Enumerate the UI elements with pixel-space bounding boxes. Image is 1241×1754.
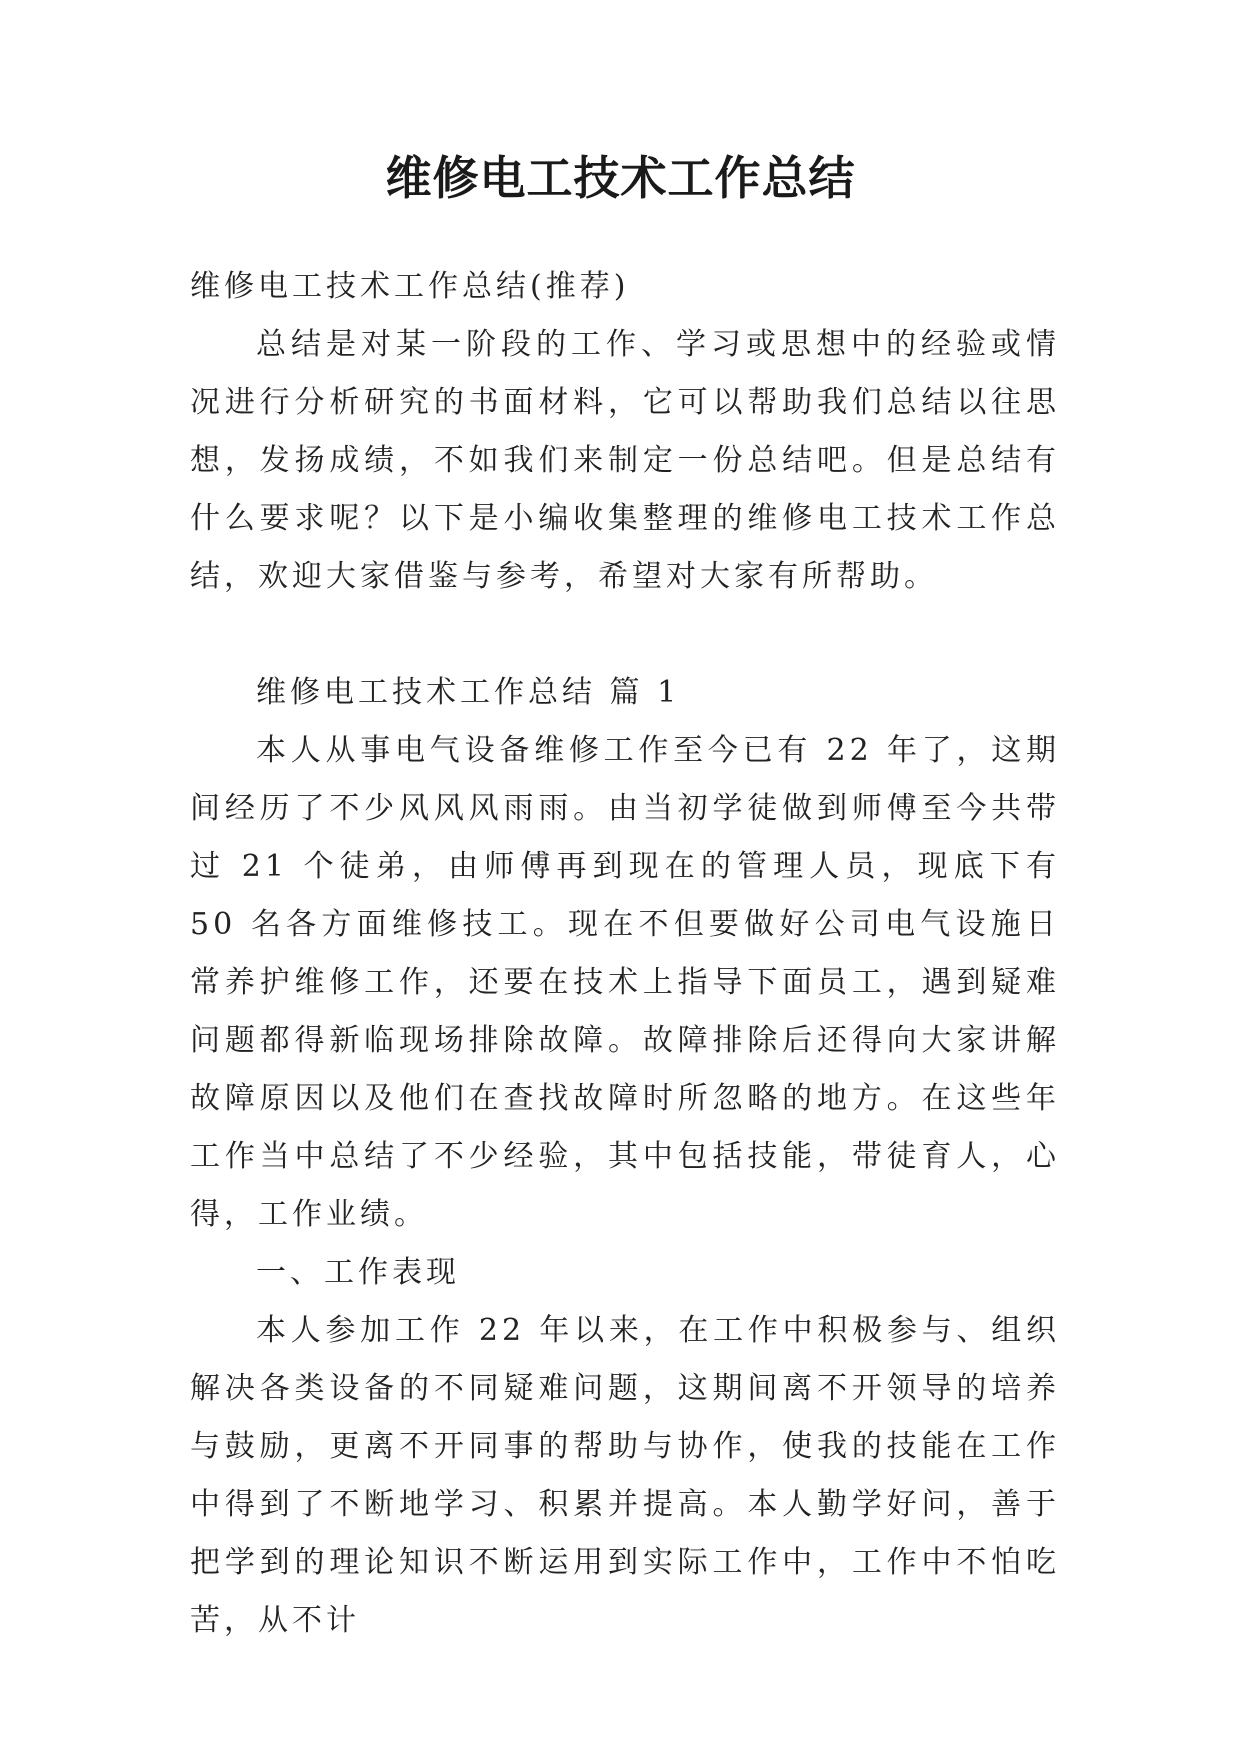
heading-work-performance: 一、工作表现 bbox=[256, 1255, 460, 1290]
document-title: 维修电工技术工作总结 bbox=[385, 151, 856, 205]
paragraph-spacer bbox=[190, 606, 1060, 664]
intro-paragraph: 总结是对某一阶段的工作、学习或思想中的经验或情况进行分析研究的书面材料，它可以帮助我们总结以往思想，发扬成绩，不如我们来制定一份总结吧。但是总结有什么要求呢？以下是小编收集整理的维修电工技术工作总结，欢迎大家借鉴与参考，希望对大家有所帮助。 bbox=[190, 327, 1060, 594]
document-subtitle: 维修电工技术工作总结(推荐) bbox=[190, 269, 630, 304]
document-body bbox=[190, 258, 1060, 1650]
body-paragraph-1: 本人从事电气设备维修工作至今已有 22 年了，这期间经历了不少风风风雨雨。由当初学徒做到师傅至今共带过 21 个徒弟，由师傅再到现在的管理人员，现底下有 50 名各方面维修技工。现在不但要做好公司电气设施日常养护维修工作，还要在技术上指导下面员工，遇到疑难问题都得新临现场排除故障。故障排除后还得向大家讲解故障原因以及他们在查找故障时所忽略的地方。在这些年工作当中总结了不少经验，其中包括技能，带徒育人，心得，工作业绩。 bbox=[190, 733, 1060, 1232]
body-paragraph-2: 本人参加工作 22 年以来，在工作中积极参与、组织解决各类设备的不同疑难问题，这期间离不开领导的培养与鼓励，更离不开同事的帮助与协作，使我的技能在工作中得到了不断地学习、积累并提高。本人勤学好问，善于把学到的理论知识不断运用到实际工作中，工作中不怕吃苦，从不计 bbox=[190, 1313, 1060, 1638]
section-heading: 维修电工技术工作总结 篇 1 bbox=[256, 675, 681, 710]
